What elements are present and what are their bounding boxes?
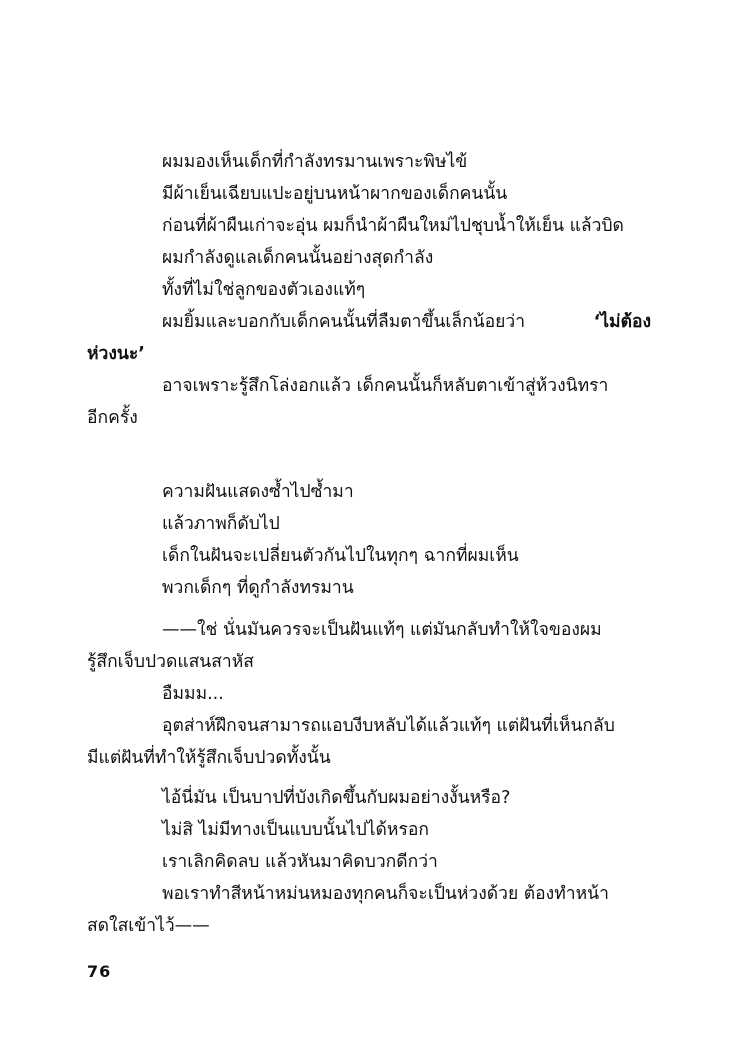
paragraph-line — [162, 310, 651, 334]
page-number: 76 — [87, 962, 112, 981]
paragraph-line: มีแต่ฝันที่ทำให้รู้สึกเจ็บปวดทั้งนั้น — [87, 748, 331, 768]
quoted-speech-continued: ห่วงนะ’ — [87, 344, 145, 364]
paragraph-line: มีผ้าเย็นเฉียบแปะอยู่บนหน้าผากของเด็กคนนั้น — [162, 184, 508, 204]
paragraph-line: ผมกำลังดูแลเด็กคนนั้นอย่างสุดกำลัง — [162, 248, 434, 268]
paragraph-line: พวกเด็กๆ ที่ดูกำลังทรมาน — [162, 578, 354, 598]
paragraph-line: แล้วภาพก็ดับไป — [162, 514, 280, 534]
paragraph-line: เราเลิกคิดลบ แล้วหันมาคิดบวกดีกว่า — [162, 852, 438, 872]
paragraph-line: ไม่สิ ไม่มีทางเป็นแบบนั้นไปได้หรอก — [162, 820, 429, 840]
paragraph-line: อุตส่าห์ฝึกจนสามารถแอบงีบหลับได้แล้วแท้ๆ แต่ฝันที่เห็นกลับ — [162, 716, 615, 736]
paragraph-line: ผมมองเห็นเด็กที่กำลังทรมานเพราะพิษไข้ — [162, 152, 468, 172]
paragraph-line: อาจเพราะรู้สึกโล่งอกแล้ว เด็กคนนั้นก็หลับตาเข้าสู่ห้วงนิทรา — [162, 376, 609, 396]
paragraph-line: รู้สึกเจ็บปวดแสนสาหัส — [87, 652, 254, 672]
paragraph-line: อืมมม... — [162, 684, 224, 704]
quoted-speech: ‘ไม่ต้อง — [593, 312, 651, 332]
paragraph-line: สดใสเข้าไว้—— — [87, 916, 210, 936]
paragraph-line: ไอ้นี่มัน เป็นบาปที่บังเกิดขึ้นกับผมอย่างงั้นหรือ? — [162, 788, 511, 808]
paragraph-line: ทั้งที่ไม่ใช่ลูกของตัวเองแท้ๆ — [162, 280, 366, 300]
paragraph-line: พอเราทำสีหน้าหม่นหมองทุกคนก็จะเป็นห่วงด้วย ต้องทำหน้า — [162, 884, 609, 904]
paragraph-text: ผมยิ้มและบอกกับเด็กคนนั้นที่ลืมตาขึ้นเล็กน้อยว่า — [162, 312, 526, 332]
paragraph-line: เด็กในฝันจะเปลี่ยนตัวกันไปในทุกๆ ฉากที่ผมเห็น — [162, 546, 519, 566]
paragraph-line: ความฝันแสดงซ้ำไปซ้ำมา — [162, 482, 354, 502]
paragraph-line: ——ใช่ นั่นมันควรจะเป็นฝันแท้ๆ แต่มันกลับทำให้ใจของผม — [162, 620, 602, 640]
paragraph-line: ก่อนที่ผ้าผืนเก่าจะอุ่น ผมก็นำผ้าผืนใหม่ไปชุบน้ำให้เย็น แล้วบิด — [162, 216, 624, 236]
paragraph-line: อีกครั้ง — [87, 408, 138, 428]
